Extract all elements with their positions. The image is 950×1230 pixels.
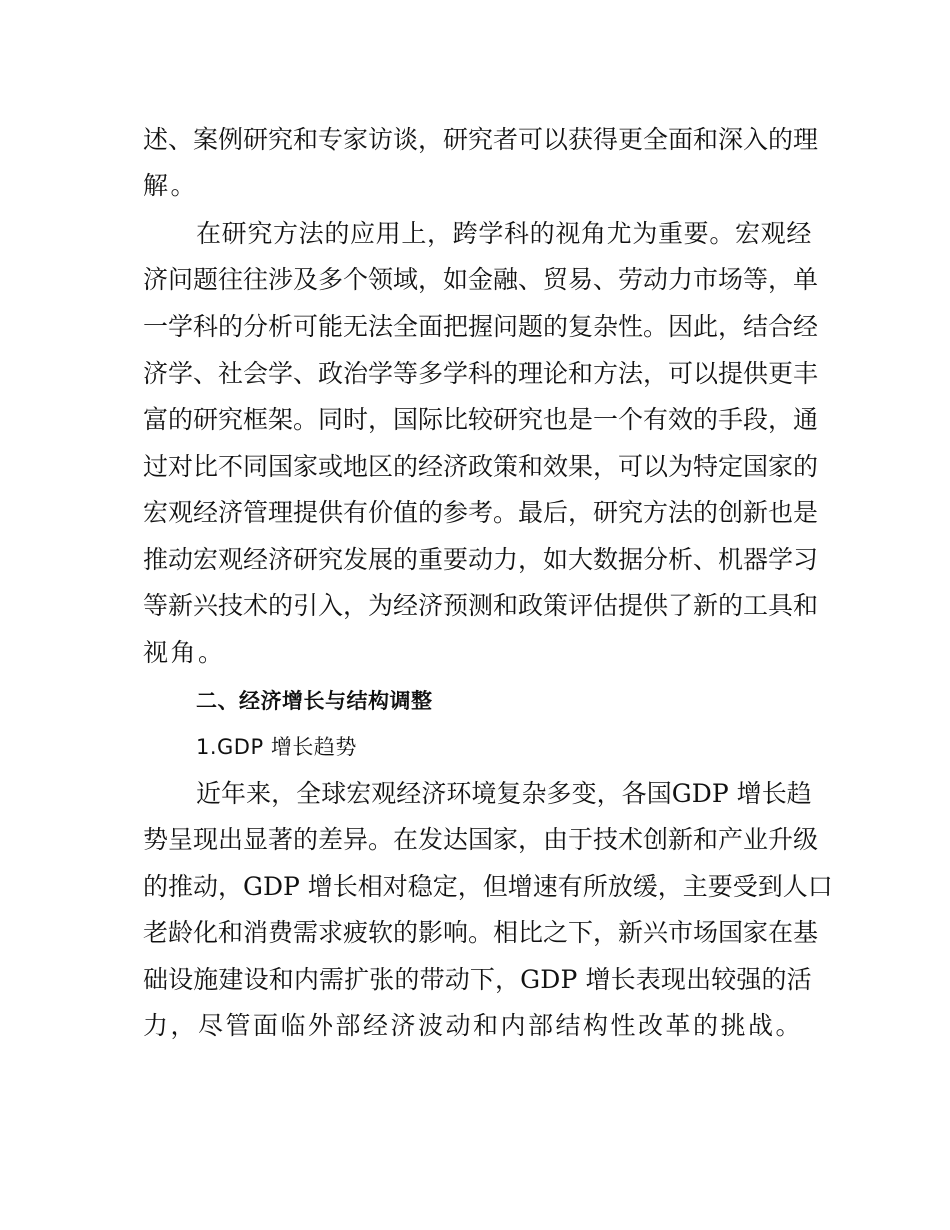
- paragraph-line: 势呈现出显著的差异。在发达国家，由于技术创新和产业升级: [143, 825, 819, 854]
- paragraph-line: 宏观经济管理提供有价值的参考。最后，研究方法的创新也是: [143, 498, 819, 527]
- paragraph-line: 视角。: [143, 638, 226, 667]
- paragraph-line: 解。: [143, 171, 199, 200]
- paragraph-line: 础设施建设和内需扩张的带动下，GDP 增长表现出较强的活: [143, 965, 812, 994]
- paragraph-line: 济学、社会学、政治学等多学科的理论和方法，可以提供更丰: [143, 359, 819, 388]
- paragraph-line: 一学科的分析可能无法全面把握问题的复杂性。因此，结合经: [143, 312, 819, 341]
- paragraph-line: 述、案例研究和专家访谈，研究者可以获得更全面和深入的理: [143, 125, 819, 154]
- paragraph-line: 推动宏观经济研究发展的重要动力，如大数据分析、机器学习: [143, 545, 819, 574]
- paragraph-line: 近年来，全球宏观经济环境复杂多变，各国GDP 增长趋: [196, 779, 812, 808]
- paragraph-line: 在研究方法的应用上，跨学科的视角尤为重要。宏观经: [196, 219, 813, 248]
- paragraph-line: 等新兴技术的引入，为经济预测和政策评估提供了新的工具和: [143, 591, 819, 620]
- paragraph-line: 过对比不同国家或地区的经济政策和效果，可以为特定国家的: [143, 452, 819, 481]
- paragraph-line: 富的研究框架。同时，国际比较研究也是一个有效的手段，通: [143, 405, 819, 434]
- section-heading: 二、经济增长与结构调整: [196, 689, 433, 713]
- subsection-heading: 1.GDP 增长趋势: [196, 735, 357, 759]
- paragraph-line: 老龄化和消费需求疲软的影响。相比之下，新兴市场国家在基: [143, 918, 819, 947]
- paragraph-line: 的推动，GDP 增长相对稳定，但增速有所放缓，主要受到人口: [143, 872, 833, 901]
- paragraph-line: 济问题往往涉及多个领域，如金融、贸易、劳动力市场等，单: [143, 265, 819, 294]
- paragraph-line: 力，尽管面临外部经济波动和内部结构性改革的挑战。: [143, 1011, 804, 1040]
